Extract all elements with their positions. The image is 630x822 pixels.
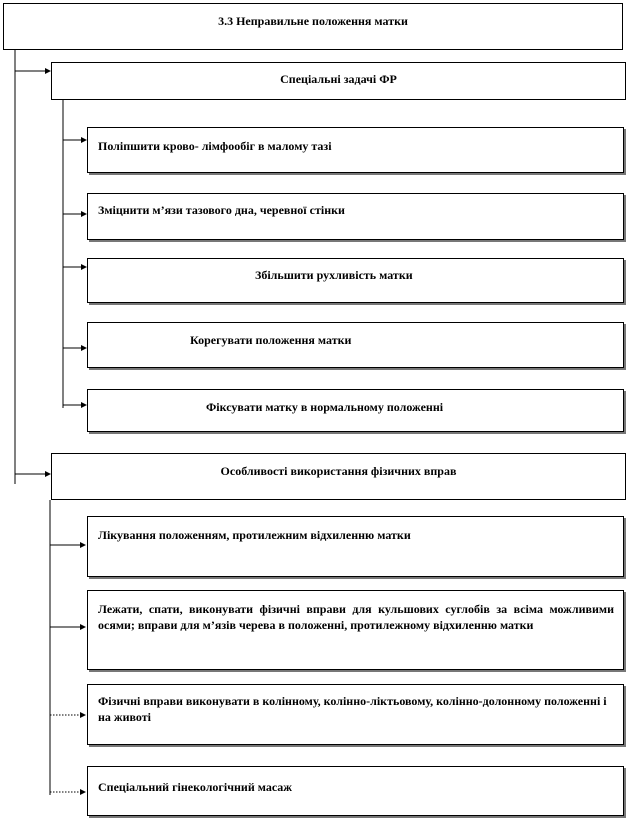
- section1-item-4: [87, 322, 624, 368]
- arrow-s2-4: [80, 789, 86, 795]
- section2-item-4: [87, 766, 624, 816]
- section2-header-text: Особливості використання фізичних вправ: [220, 464, 457, 478]
- arrow-s2-1: [80, 542, 86, 548]
- title-text: 3.3 Неправильне положення матки: [218, 14, 408, 28]
- section1-header-box: [51, 62, 626, 100]
- section1-item-1-text: Поліпшити крово- лімфообіг в малому тазі: [98, 139, 332, 153]
- arrow-s2-3: [80, 712, 86, 718]
- arrow-s2-2: [80, 624, 86, 630]
- section2-item-4-text: Спеціальний гінекологічний масаж: [98, 780, 292, 794]
- section1-header-text: Спеціальні задачі ФР: [280, 72, 397, 86]
- section1-item-2-text: Зміцнити м’язи тазового дна, черевної стінки: [98, 203, 345, 217]
- section1-item-5: [87, 389, 624, 432]
- section2-item-2: [87, 590, 624, 670]
- section2-item-1: [87, 516, 624, 577]
- section1-item-5-text: Фіксувати матку в нормальному положенні: [206, 400, 444, 414]
- section2-item-3: [87, 684, 624, 745]
- section1-item-3-text: Збільшити рухливість матки: [255, 268, 413, 282]
- section1-item-4-text: Корегувати положення матки: [190, 333, 352, 347]
- section1-item-2: [87, 193, 624, 240]
- section2-item-3-text: Фізичні вправи виконувати в колінному, колінно-ліктьовому, колінно-долонному положенні і на животі: [98, 694, 607, 724]
- section1-item-3: [87, 258, 624, 303]
- section2-item-1-text: Лікування положенням, протилежним відхиленню матки: [98, 528, 411, 542]
- section2-header-box: [51, 453, 626, 500]
- section1-item-1: [87, 127, 624, 173]
- section2-item-2-text: Лежати, спати, виконувати фізичні вправи для кульшових суглобів за всіма можливими осями; вправи для м’язів черева в положенні, протилежному відхиленню матки: [98, 602, 614, 632]
- title-box: [3, 3, 623, 50]
